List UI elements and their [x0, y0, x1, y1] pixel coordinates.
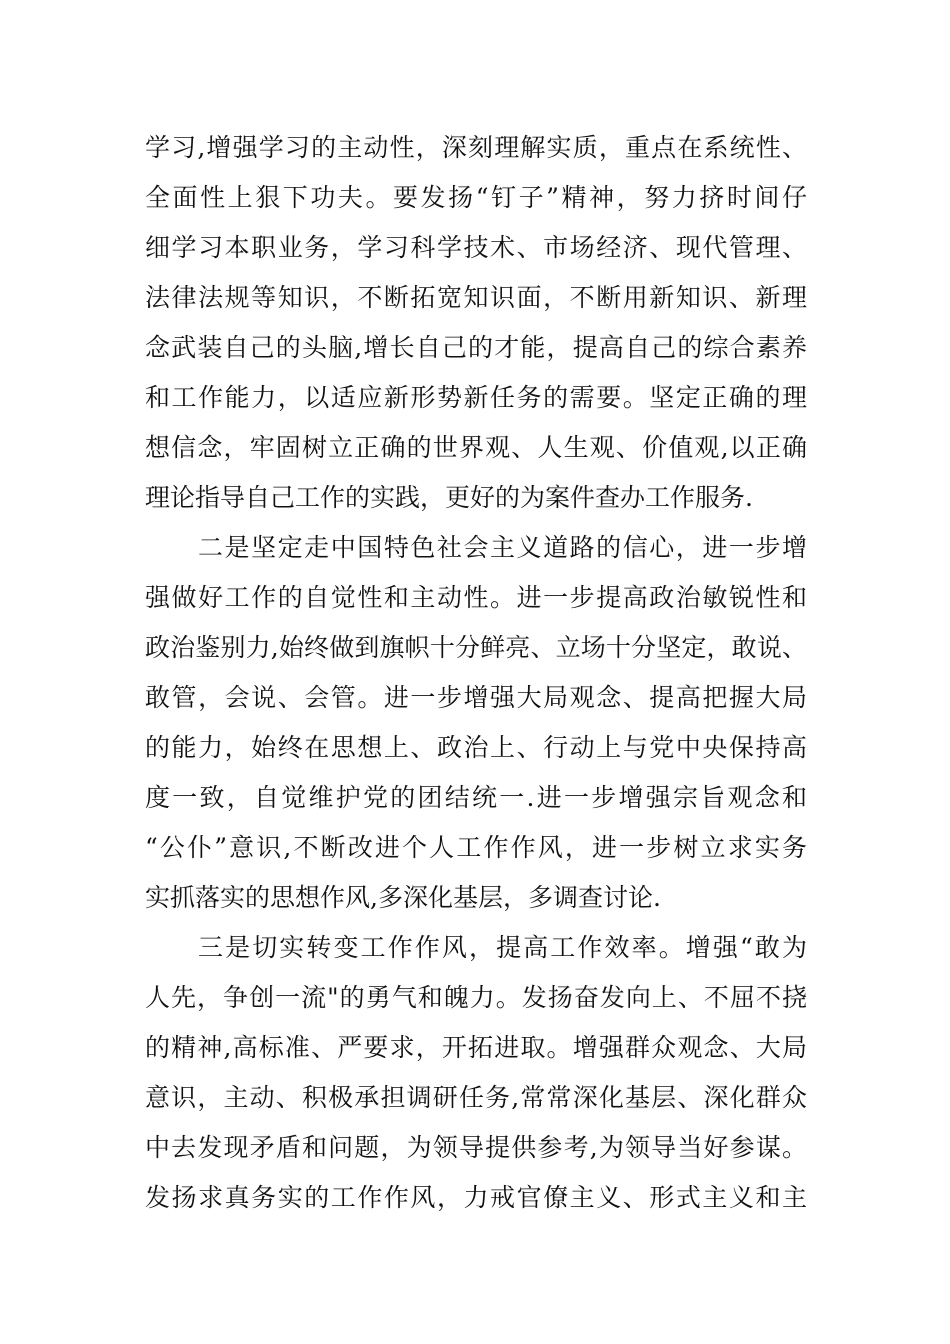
paragraph-2-line: 度一致，自觉维护党的团结统一.进一步增强宗旨观念和: [145, 783, 807, 812]
paragraph-3-line: 中去发现矛盾和问题，为领导提供参考,为领导当好参谋。: [145, 1133, 807, 1162]
paragraph-3-line: 意识，主动、积极承担调研任务,常常深化基层、深化群众: [145, 1083, 807, 1112]
paragraph-1-line: 法律法规等知识，不断拓宽知识面，不断用新知识、新理: [145, 283, 807, 312]
paragraph-3-line: 的精神,高标准、严要求，开拓进取。增强群众观念、大局: [145, 1033, 807, 1062]
paragraph-1-line: 学习,增强学习的主动性，深刻理解实质，重点在系统性、: [145, 133, 807, 162]
paragraph-1-line: 想信念，牢固树立正确的世界观、人生观、价值观,以正确: [145, 433, 807, 462]
paragraph-1-line: 细学习本职业务，学习科学技术、市场经济、现代管理、: [145, 233, 807, 262]
paragraph-2-line: 二是坚定走中国特色社会主义道路的信心，进一步增: [198, 533, 807, 562]
paragraph-2-line: 政治鉴别力,始终做到旗帜十分鲜亮、立场十分坚定，敢说、: [145, 633, 807, 662]
paragraph-1-line: 念武装自己的头脑,增长自己的才能，提高自己的综合素养: [145, 333, 807, 362]
paragraph-2-line: 强做好工作的自觉性和主动性。进一步提高政治敏锐性和: [145, 583, 807, 612]
paragraph-3-line: 三是切实转变工作作风，提高工作效率。增强“敢为: [198, 933, 807, 962]
paragraph-2-line: 的能力，始终在思想上、政治上、行动上与党中央保持高: [145, 733, 807, 762]
paragraph-1-line: 全面性上狠下功夫。要发扬“钉子”精神，努力挤时间仔: [145, 183, 807, 212]
paragraph-2-line: 实抓落实的思想作风,多深化基层，多调查讨论.: [145, 883, 661, 912]
paragraph-3-line: 发扬求真务实的工作作风，力戒官僚主义、形式主义和主: [145, 1183, 807, 1212]
paragraph-2-line: “公仆”意识,不断改进个人工作作风，进一步树立求实务: [145, 833, 807, 862]
paragraph-1-line: 理论指导自己工作的实践，更好的为案件查办工作服务.: [145, 483, 753, 512]
paragraph-2-line: 敢管，会说、会管。进一步增强大局观念、提高把握大局: [145, 683, 807, 712]
paragraph-1-line: 和工作能力，以适应新形势新任务的需要。坚定正确的理: [145, 383, 807, 412]
paragraph-3-line: 人先，争创一流"的勇气和魄力。发扬奋发向上、不屈不挠: [145, 983, 807, 1012]
